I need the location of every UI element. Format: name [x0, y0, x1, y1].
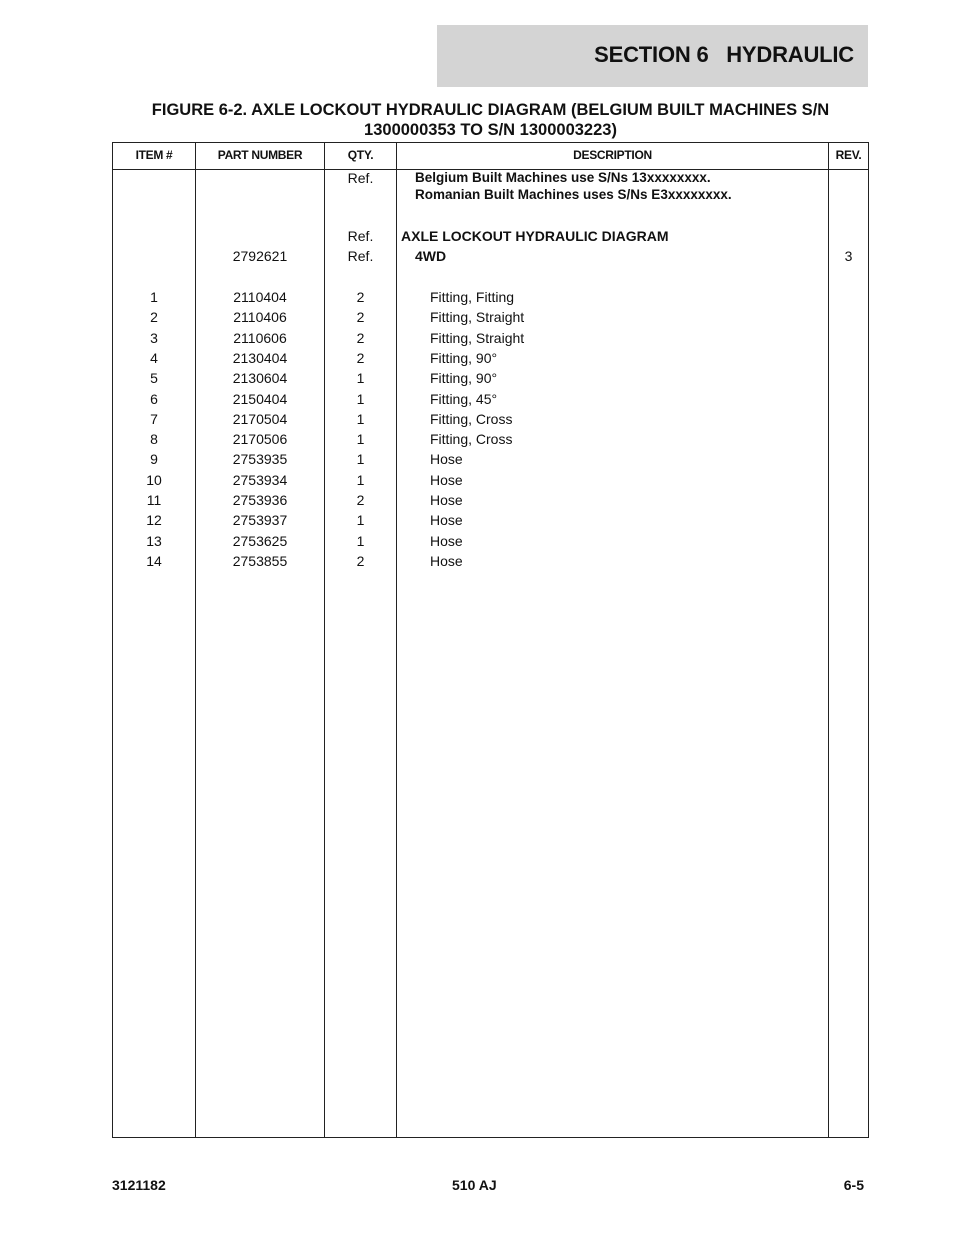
kit-rev: 3 — [844, 248, 853, 264]
table-row-item-number: 14 — [146, 553, 162, 569]
table-row-description: Fitting, 90° — [430, 350, 498, 366]
table-row-quantity: 1 — [356, 391, 365, 407]
table-row-item-number: 5 — [150, 370, 158, 386]
column-header-qty: QTY. — [347, 148, 374, 162]
table-row-item-number: 7 — [150, 411, 158, 427]
table-row-description: Fitting, Fitting — [430, 289, 515, 305]
table-row-quantity: 1 — [356, 370, 365, 386]
kit-part-number: 2792621 — [232, 248, 288, 264]
footer-page-number: 6-5 — [843, 1177, 864, 1193]
column-header-description: DESCRIPTION — [573, 148, 652, 162]
table-row-quantity: 1 — [356, 472, 365, 488]
table-row-description: Fitting, Straight — [430, 309, 525, 325]
footer-doc-number: 3121182 — [112, 1177, 166, 1193]
table-row-quantity: 1 — [356, 431, 365, 447]
table-row-description: Fitting, Straight — [430, 330, 525, 346]
table-row-part-number: 2753855 — [232, 553, 288, 569]
table-row-item-number: 13 — [146, 533, 162, 549]
column-divider — [828, 143, 829, 1137]
table-row-description: Hose — [430, 533, 463, 549]
column-header-item: ITEM # — [135, 148, 173, 162]
note-line-2: Romanian Built Machines uses S/Ns E3xxxxxxxx. — [415, 187, 732, 202]
table-row-item-number: 3 — [150, 330, 158, 346]
table-row-item-number: 6 — [150, 391, 158, 407]
table-row-description: Hose — [430, 472, 463, 488]
table-row-part-number: 2110406 — [233, 309, 287, 325]
table-row-quantity: 2 — [356, 309, 365, 325]
table-row-part-number: 2753935 — [232, 451, 288, 467]
table-row-quantity: 2 — [356, 553, 365, 569]
table-row-part-number: 2110606 — [233, 330, 287, 346]
table-row-item-number: 10 — [146, 472, 162, 488]
table-row-item-number: 1 — [150, 289, 158, 305]
table-row-item-number: 8 — [150, 431, 158, 447]
table-row-item-number: 4 — [150, 350, 158, 366]
table-row-quantity: 2 — [356, 350, 365, 366]
table-row-description: Hose — [430, 553, 463, 569]
figure-title — [112, 100, 869, 140]
assembly-qty: Ref. — [347, 228, 374, 244]
table-row-part-number: 2130404 — [232, 350, 288, 366]
table-row-quantity: 2 — [356, 492, 365, 508]
table-row-item-number: 2 — [150, 309, 158, 325]
table-row-description: Fitting, Cross — [430, 431, 513, 447]
table-row-quantity: 1 — [356, 411, 365, 427]
table-row-quantity: 2 — [356, 330, 365, 346]
kit-qty: Ref. — [347, 248, 374, 264]
column-header-rev: REV. — [835, 148, 862, 162]
table-row-part-number: 2170506 — [232, 431, 288, 447]
table-row-part-number: 2170504 — [232, 411, 288, 427]
kit-description: 4WD — [415, 248, 447, 264]
table-row-quantity: 1 — [356, 512, 365, 528]
table-row-quantity: 2 — [356, 289, 365, 305]
column-header-part-number: PART NUMBER — [217, 148, 303, 162]
table-row-part-number: 2753934 — [232, 472, 288, 488]
table-row-description: Hose — [430, 512, 463, 528]
footer-model: 510 AJ — [452, 1177, 497, 1193]
section-header-box — [437, 25, 868, 87]
figure-title-line-2: 1300000353 TO S/N 1300003223) — [364, 121, 617, 139]
table-row-part-number: 2130604 — [232, 370, 288, 386]
table-row-part-number: 2110404 — [233, 289, 287, 305]
table-row-quantity: 1 — [356, 533, 365, 549]
note-qty: Ref. — [347, 170, 374, 186]
parts-table — [112, 142, 869, 1138]
section-title: SECTION 6 HYDRAULIC — [594, 42, 854, 67]
table-row-description: Hose — [430, 492, 463, 508]
table-row-item-number: 9 — [150, 451, 158, 467]
column-divider — [396, 143, 397, 1137]
table-row-description: Fitting, 45° — [430, 391, 498, 407]
table-row-quantity: 1 — [356, 451, 365, 467]
table-row-item-number: 12 — [146, 512, 162, 528]
table-row-item-number: 11 — [146, 492, 162, 508]
table-row-description: Hose — [430, 451, 463, 467]
figure-title-line-1: FIGURE 6-2. AXLE LOCKOUT HYDRAULIC DIAGRAM (BELGIUM BUILT MACHINES S/N — [151, 101, 830, 119]
assembly-description: AXLE LOCKOUT HYDRAULIC DIAGRAM — [401, 228, 669, 244]
table-row-description: Fitting, 90° — [430, 370, 498, 386]
note-line-1: Belgium Built Machines use S/Ns 13xxxxxxxx. — [415, 170, 711, 185]
table-row-part-number: 2753936 — [232, 492, 288, 508]
table-row-part-number: 2150404 — [232, 391, 288, 407]
table-row-description: Fitting, Cross — [430, 411, 513, 427]
table-row-part-number: 2753625 — [232, 533, 288, 549]
table-row-part-number: 2753937 — [232, 512, 288, 528]
